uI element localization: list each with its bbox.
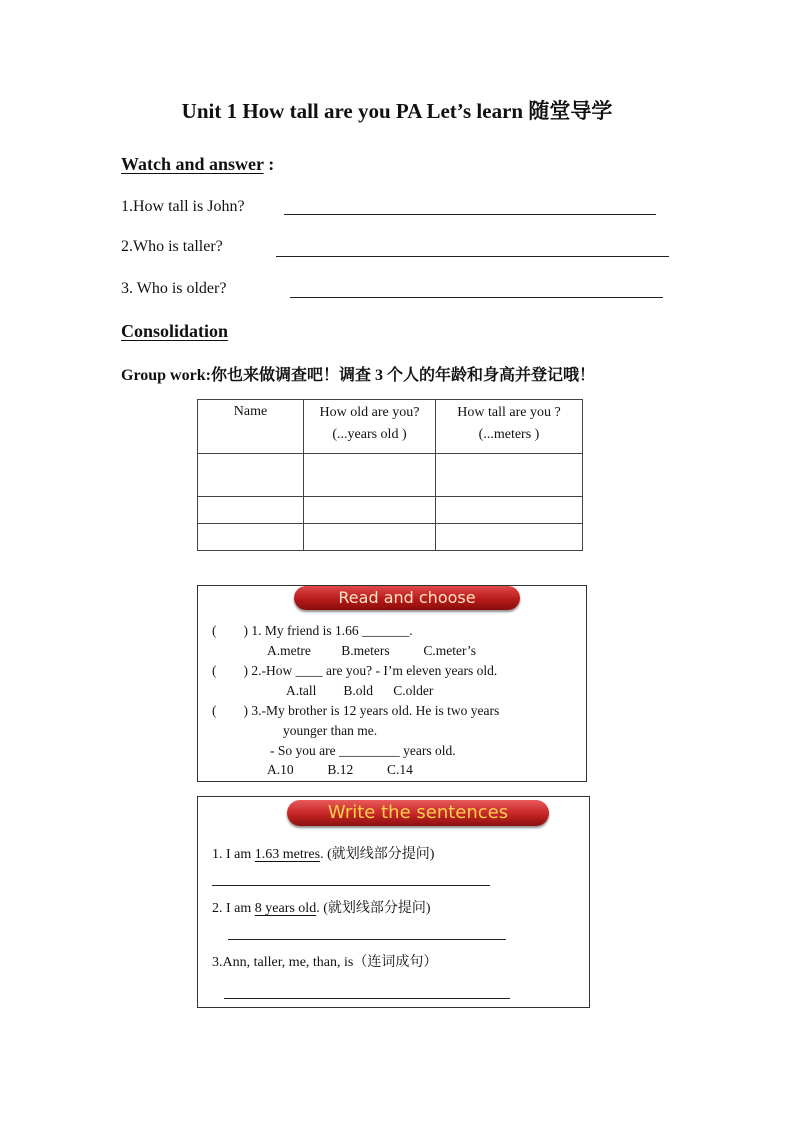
- answer-line-1[interactable]: [284, 214, 656, 215]
- table-row: [198, 454, 583, 497]
- rc-question-3: ( ) 3.-My brother is 12 years old. He is two years: [212, 703, 500, 718]
- write-sentence-3: 3.Ann, taller, me, than, is（连词成句）: [212, 955, 438, 970]
- page-title: Unit 1 How tall are you PA Let’s learn 随堂导学: [181, 99, 613, 123]
- table-cell[interactable]: [304, 524, 436, 551]
- write-s1-pre: 1. I am: [212, 847, 255, 862]
- header-height-line1: How tall are you ?: [457, 405, 561, 420]
- rc-question-3-line3: - So you are _________ years old.: [270, 743, 456, 758]
- rc-options-2: A.tall B.old C.older: [286, 683, 434, 698]
- write-sentence-1: [212, 843, 434, 863]
- rc-question-1: ( ) 1. My friend is 1.66 _______.: [212, 623, 413, 638]
- write-answer-line-1[interactable]: [212, 885, 490, 886]
- table-cell[interactable]: [436, 497, 583, 524]
- write-banner: Write the sentences: [287, 800, 549, 826]
- header-height-line2: (...meters ): [478, 427, 540, 442]
- write-s2-underlined: 8 years old: [254, 901, 317, 916]
- table-cell[interactable]: [436, 524, 583, 551]
- write-sentence-2: [212, 897, 431, 917]
- rc-options-3: A.10 B.12 C.14: [267, 762, 413, 777]
- header-age-line1: How old are you?: [319, 405, 420, 420]
- write-s1-underlined: 1.63 metres: [254, 847, 321, 862]
- answer-line-2[interactable]: [276, 256, 669, 257]
- table-cell[interactable]: [198, 524, 304, 551]
- question-2: 2.Who is taller?: [121, 238, 223, 255]
- table-cell[interactable]: [304, 497, 436, 524]
- header-age-line2: (...years old ): [332, 427, 407, 442]
- write-s1-post: . (就划线部分提问): [320, 847, 435, 862]
- rc-question-3-line2: younger than me.: [283, 723, 378, 738]
- write-answer-line-2[interactable]: [228, 939, 506, 940]
- write-s2-post: . (就划线部分提问): [316, 901, 431, 916]
- header-age: [304, 400, 436, 454]
- table-cell[interactable]: [436, 454, 583, 497]
- write-answer-line-3[interactable]: [224, 998, 510, 999]
- watch-heading: [121, 154, 274, 175]
- table-cell[interactable]: [198, 497, 304, 524]
- consolidation-heading: Consolidation: [121, 321, 229, 341]
- header-name: Name: [198, 400, 304, 454]
- table-cell[interactable]: [198, 454, 304, 497]
- write-s2-pre: 2. I am: [212, 901, 255, 916]
- rc-question-2: ( ) 2.-How ____ are you? - I’m eleven years old.: [212, 663, 498, 678]
- group-work-instruction: Group work:你也来做调查吧！调查 3 个人的年龄和身高并登记哦！: [121, 367, 595, 384]
- rc-options-1: A.metre B.meters C.meter’s: [267, 643, 476, 658]
- watch-heading-colon: :: [268, 154, 275, 174]
- header-height: [436, 400, 583, 454]
- table-row: [198, 497, 583, 524]
- answer-line-3[interactable]: [290, 297, 663, 298]
- table-header-row: [198, 400, 583, 454]
- question-3: 3. Who is older?: [121, 280, 227, 297]
- read-choose-banner: Read and choose: [294, 586, 520, 610]
- table-row: [198, 524, 583, 551]
- watch-heading-text: Watch and answer: [121, 154, 264, 174]
- question-1: 1.How tall is John?: [121, 198, 245, 215]
- table-cell[interactable]: [304, 454, 436, 497]
- survey-table: [197, 399, 583, 551]
